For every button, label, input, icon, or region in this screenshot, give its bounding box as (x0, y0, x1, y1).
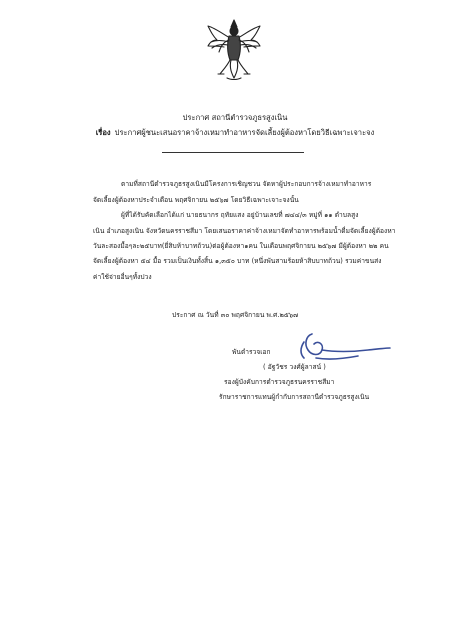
paragraph-2-line-5: ค่าใช้จ่ายอื่นๆทั้งปวง (93, 273, 152, 281)
heading-divider (162, 152, 304, 153)
paragraph-1-line-2: จัดเลี้ยงผู้ต้องหาประจำเดือน พฤศจิกายน ๒๕๖๗ โดยวิธีเฉพาะเจาะจงนั้น (93, 196, 299, 204)
paragraph-2-line-3: วันละสองมื้อๆละ๒๕บาท(ยี่สิบห้าบาทถ้วน)ต่อผู้ต้องหา๑คน ในเดือนพฤศจิกายน ๒๕๖๗ มีผู้ต้องหา ๒๒ คน (93, 242, 389, 250)
signer-name: ( อัฐวัชร วงศ์ผู้ลาสน์ ) (263, 363, 326, 371)
signer-position-1: รองผู้บังคับการตำรวจภูธรนครราชสีมา (224, 378, 335, 386)
subject-label: เรื่อง (95, 128, 111, 137)
paragraph-1-line-1: ตามที่สถานีตำรวจภูธรสูงเนินมีโครงการเชิญชวน จัดหาผู้ประกอบการจ้างเหมาทำอาหาร (121, 180, 372, 188)
announcement-subject (0, 128, 470, 138)
signer-rank: พันตำรวจเอก (232, 348, 271, 356)
paragraph-2-line-1: ผู้ที่ได้รับคัดเลือกได้แก่ นายธนากร ฤทัยแสง อยู่บ้านเลขที่ ๗๔๔/๓ หมู่ที่ ๑๑ ตำบลสูง (121, 211, 359, 219)
paragraph-2-line-2: เนิน อำเภอสูงเนิน จังหวัดนครราชสีมา โดยเสนอราคาค่าจ้างเหมาจัดทำอาหารพร้อมน้ำดื่มจัดเลี้ยงผู้ต้องหา (93, 227, 396, 235)
paragraph-2-line-4: จัดเลี้ยงผู้ต้องหา ๕๔ มื้อ รวมเป็นเงินทั้งสิ้น ๑,๓๕๐ บาท (หนึ่งพันสามร้อยห้าสิบบาทถ้วน) รวมค่าขนส่ง (93, 257, 382, 265)
signer-position-2: รักษาราชการแทนผู้กำกับการสถานีตำรวจภูธรสูงเนิน (219, 393, 370, 401)
subject-text: ประกาศผู้ชนะเสนอราคาจ้างเหมาทำอาหารจัดเลี้ยงผู้ต้องหาโดยวิธีเฉพาะเจาะจง (114, 128, 375, 137)
announcement-date: ประกาศ ณ วันที่ ๓๐ พฤศจิกายน พ.ศ.๒๕๖๗ (172, 311, 299, 319)
announcement-title: ประกาศ สถานีตำรวจภูธรสูงเนิน (182, 113, 288, 122)
garuda-emblem-icon (205, 18, 263, 84)
